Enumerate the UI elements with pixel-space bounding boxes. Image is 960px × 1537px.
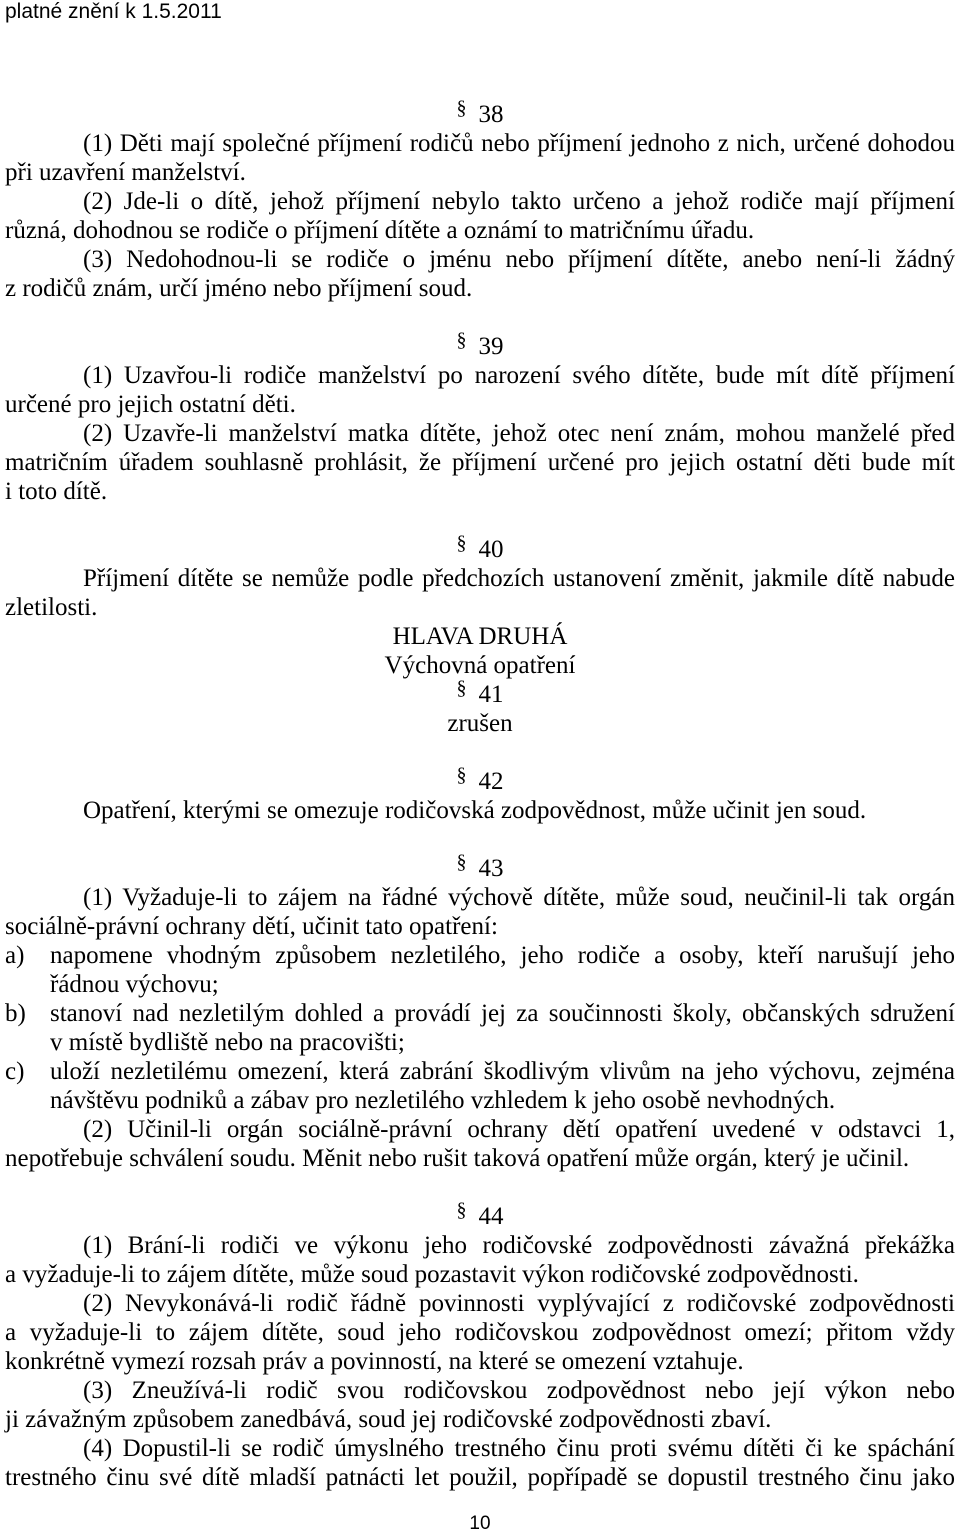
- list-marker: c): [5, 1058, 25, 1085]
- section-symbol: §: [456, 532, 467, 554]
- list-item-line: návštěvu podniků a zábav pro nezletilého vzhledem k jeho osobě nevhodných.: [50, 1087, 836, 1114]
- list-item: [5, 1057, 955, 1115]
- paragraph-line: (2) Jde-li o dítě, jehož příjmení nebylo takto určeno a jehož rodiče mají příjmení: [83, 188, 955, 215]
- paragraph-line: různá, dohodnou se rodiče o příjmení dítěte a oznámí to matričnímu úřadu.: [5, 217, 755, 244]
- list-item-line: řádnou výchovu;: [50, 971, 219, 998]
- section-symbol: §: [456, 97, 467, 119]
- paragraph-line: (4) Dopustil-li se rodič úmyslného trestného činu proti svému dítěti či ke spáchání: [83, 1435, 955, 1462]
- list-item-text: stanoví nad nezletilým dohled a provádí jej za součinnosti školy, občanských sdružení: [50, 1000, 955, 1027]
- list-item-text: uloží nezletilému omezení, která zabrání škodlivým vlivům na jeho výchovu, zejména: [50, 1058, 955, 1085]
- chapter-title: HLAVA DRUHÁ: [392, 623, 568, 650]
- paragraph: [5, 129, 955, 187]
- section-symbol: §: [456, 1199, 467, 1221]
- section-41: [5, 677, 955, 738]
- paragraph: [5, 883, 955, 941]
- paragraph-line: z rodičů znám, určí jméno nebo příjmení soud.: [5, 275, 473, 302]
- paragraph: [5, 245, 955, 303]
- paragraph-line: Opatření, kterými se omezuje rodičovská zodpovědnost, může učinit jen soud.: [83, 797, 867, 824]
- paragraph-line: (3) Nedohodnou-li se rodiče o jménu nebo příjmení dítěte, anebo není-li žádný: [83, 246, 955, 273]
- section-number: 44: [478, 1203, 504, 1230]
- paragraph-line: trestného činu své dítě mladší patnácti let použil, popřípadě se dopustil trestného činu jako: [5, 1464, 955, 1491]
- list-item-line: [5, 999, 955, 1028]
- section-43: [5, 851, 955, 1173]
- paragraph-line: při uzavření manželství.: [5, 159, 246, 186]
- section-44: [5, 1199, 955, 1492]
- section-heading: [5, 532, 955, 564]
- list-item: [5, 999, 955, 1057]
- list-item-line: v místě bydliště nebo na pracovišti;: [50, 1029, 405, 1056]
- chapter: [5, 622, 955, 1492]
- paragraph-line: Příjmení dítěte se nemůže podle předchozích ustanovení změnit, jakmile dítě nabude: [83, 565, 955, 592]
- paragraph-line: (1) Děti mají společné příjmení rodičů nebo příjmení jednoho z nich, určené dohodou: [83, 130, 955, 157]
- paragraph: [5, 419, 955, 506]
- paragraph-line: sociálně-právní ochrany dětí, učinit tato opatření:: [5, 913, 498, 940]
- section-40: [5, 532, 955, 622]
- section-number: 39: [478, 333, 504, 360]
- paragraph: [5, 1434, 955, 1492]
- paragraph-line: (2) Uzavře-li manželství matka dítěte, jehož otec není znám, mohou manželé před: [83, 420, 955, 447]
- paragraph-line: matričním úřadem souhlasně prohlásit, že příjmení určené pro jejich ostatní děti bude mít: [5, 449, 955, 476]
- paragraph: [5, 361, 955, 419]
- section-heading: [5, 329, 955, 361]
- section-number: 40: [478, 536, 504, 563]
- section-heading: [5, 677, 955, 709]
- section-number: 38: [478, 101, 504, 128]
- section-heading: [5, 1199, 955, 1231]
- paragraph-line: a vyžaduje-li to zájem dítěte, může soud pozastavit výkon rodičovské zodpovědnosti.: [5, 1261, 859, 1288]
- paragraph-line: a vyžaduje-li to zájem dítěte, soud jeho rodičovskou zodpovědnost omezí; přitom vždy: [5, 1319, 955, 1346]
- paragraph-line: (1) Vyžaduje-li to zájem na řádné výchově dítěte, může soud, neučinil-li tak orgán: [83, 884, 955, 911]
- paragraph-line: (1) Uzavřou-li rodiče manželství po narození svého dítěte, bude mít dítě příjmení: [83, 362, 955, 389]
- paragraph: [5, 1115, 955, 1173]
- section-heading: [5, 851, 955, 883]
- list-item-line: [5, 941, 955, 970]
- section-number: 42: [478, 768, 504, 795]
- section-38: [5, 97, 955, 303]
- paragraph: [5, 1289, 955, 1376]
- section-symbol: §: [456, 851, 467, 873]
- section-symbol: §: [456, 329, 467, 351]
- paragraph-line: (3) Zneužívá-li rodič svou rodičovskou zodpovědnost nebo její výkon nebo: [83, 1377, 955, 1404]
- list-item: [5, 941, 955, 999]
- list-marker: b): [5, 1000, 26, 1027]
- section-39: [5, 329, 955, 506]
- paragraph: [5, 1231, 955, 1289]
- paragraph-line: určené pro jejich ostatní děti.: [5, 391, 296, 418]
- section-42: [5, 764, 955, 825]
- page-number: 10: [469, 1513, 491, 1534]
- section-heading: [5, 97, 955, 129]
- section-number: 43: [478, 855, 504, 882]
- paragraph: [5, 1376, 955, 1434]
- section-heading: [5, 764, 955, 796]
- paragraph-line: konkrétně vymezí rozsah práv a povinností, na které se omezení vztahuje.: [5, 1348, 744, 1375]
- paragraph-line: ji závažným způsobem zanedbává, soud jej rodičovské zodpovědnosti zbaví.: [5, 1406, 772, 1433]
- list-marker: a): [5, 942, 25, 969]
- paragraph-line: zletilosti.: [5, 594, 98, 621]
- measure-list: [5, 941, 955, 1115]
- chapter-name: Výchovná opatření: [384, 652, 576, 679]
- paragraph-line: (1) Brání-li rodiči ve výkonu jeho rodičovské zodpovědnosti závažná překážka: [83, 1232, 955, 1259]
- paragraph: [5, 796, 955, 825]
- paragraph-line: (2) Nevykonává-li rodič řádně povinnosti vyplývající z rodičovské zodpovědnosti: [83, 1290, 955, 1317]
- section-symbol: §: [456, 764, 467, 786]
- list-item-text: napomene vhodným způsobem nezletilého, jeho rodiče a osoby, kteří narušují jeho: [50, 942, 955, 969]
- paragraph-line: (2) Učinil-li orgán sociálně-právní ochrany dětí opatření uvedené v odstavci 1,: [83, 1116, 955, 1143]
- list-item-line: [5, 1057, 955, 1086]
- section-number: 41: [478, 681, 504, 708]
- page-header: platné znění k 1.5.2011: [5, 0, 222, 23]
- section-symbol: §: [456, 677, 467, 699]
- paragraph: [5, 187, 955, 245]
- section-status: zrušen: [447, 710, 513, 737]
- document-body: [5, 97, 955, 1492]
- paragraph-line: i toto dítě.: [5, 478, 108, 505]
- paragraph-line: nepotřebuje schválení soudu. Měnit nebo rušit taková opatření může orgán, který je učinil.: [5, 1145, 910, 1172]
- paragraph: [5, 564, 955, 622]
